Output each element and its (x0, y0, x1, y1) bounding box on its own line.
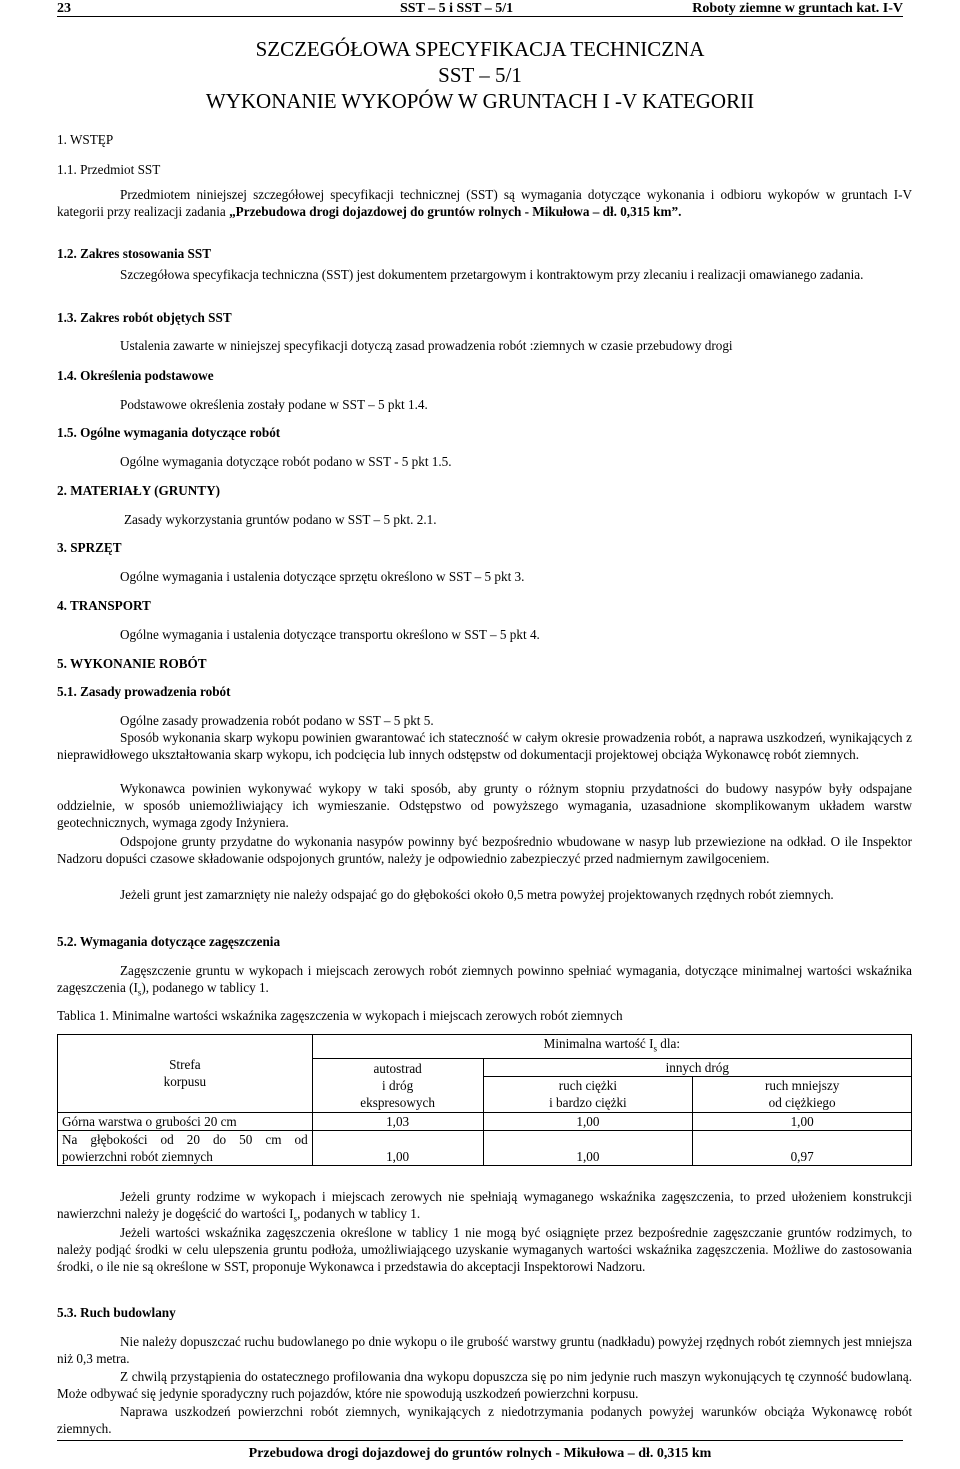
paragraph-5-1-3: Wykonawca powinien wykonywać wykopy w taki sposób, aby grunty o różnym stopniu przydatności do budowy nasypów były odspajane oddzielnie, w sposób uniemożliwiający ich wymieszanie. Odstępstwo od powyższego wymagania, uzasadnione skomplikowanym układem warstw geotechnicznych, wymaga zgody Inżyniera. (57, 781, 912, 830)
page-header (57, 0, 903, 17)
section-5-2-heading: 5.2. Wymagania dotyczące zagęszczenia (57, 934, 281, 949)
section-4-heading: 4. TRANSPORT (57, 598, 151, 613)
header-autostrad: autostrad i dróg ekspresowych (312, 1058, 483, 1112)
table-caption: Tablica 1. Minimalne wartości wskaźnika zagęszczenia w wykopach i miejscach zerowych robót ziemnych (57, 1008, 623, 1023)
header-ruch-ciezki: ruch ciężki i bardzo ciężki (483, 1076, 693, 1112)
section-1-1-heading: 1.1. Przedmiot SST (57, 162, 161, 177)
page-footer: Przebudowa drogi dojazdowej do gruntów rolnych - Mikułowa – dł. 0,315 km (57, 1440, 903, 1462)
paragraph-5-2-2: Jeżeli grunty rodzime w wykopach i miejscach zerowych nie spełniają wymaganego wskaźnika zagęszczenia, to przed ułożeniem konstrukcji nawierzchni należy je dogęścić do wartości $I_s$, podanych w tablicy 1. (57, 1189, 912, 1224)
section-5-3-heading: 5.3. Ruch budowlany (57, 1305, 176, 1320)
section-1-3-heading: 1.3. Zakres robót objętych SST (57, 310, 232, 325)
header-minimalna: Minimalna wartość $I_s$ dla: (312, 1035, 911, 1059)
title-line-1: SZCZEGÓŁOWA SPECYFIKACJA TECHNICZNA (255, 37, 705, 61)
title-line-2: SST – 5/1 (438, 63, 522, 87)
section-2-heading: 2. MATERIAŁY (GRUNTY) (57, 483, 221, 498)
paragraph-1-5: Ogólne wymagania dotyczące robót podano w SST - 5 pkt 1.5. (120, 454, 452, 469)
table-row: Na głębokości od 20 do 50 cm od powierzchni robót ziemnych 1,00 1,00 0,97 (58, 1130, 912, 1165)
section-5-heading: 5. WYKONANIE ROBÓT (57, 656, 207, 671)
compaction-table (57, 1034, 912, 1166)
header-inne-drogi: innych dróg (483, 1058, 911, 1076)
paragraph-5-3-1: Nie należy dopuszczać ruchu budowlanego po dnie wykopu o ile grubość warstwy gruntu (nadkładu) powyżej rzędnych robót ziemnych jest mniejsza niż 0,3 metra. (57, 1334, 912, 1366)
paragraph-1-2: Szczegółowa specyfikacja techniczna (SST) jest dokumentem przetargowym i kontraktowym przy zlecaniu i realizacji omawianego zadania. (120, 267, 864, 282)
section-name: Roboty ziemne w gruntach kat. I-V (692, 1, 903, 16)
paragraph-1-4: Podstawowe określenia zostały podane w SST – 5 pkt 1.4. (120, 397, 428, 412)
section-1-5-heading: 1.5. Ogólne wymagania dotyczące robót (57, 425, 281, 440)
paragraph-2: Zasady wykorzystania gruntów podano w SST – 5 pkt. 2.1. (124, 512, 437, 527)
paragraph-5-1-1: Ogólne zasady prowadzenia robót podano w SST – 5 pkt 5. (120, 713, 434, 728)
paragraph-5-1-2: Sposób wykonania skarp wykopu powinien gwarantować ich stateczność w całym okresie prowadzenia robót, a naprawa uszkodzeń, wynikających z nieprawidłowego ukształtowania skarp wykopu, ich podcięcia lub innych odstępstw od dokumentacji projektowej obciąża Wykonawcę robót ziemnych. (57, 730, 912, 762)
paragraph-5-3-2: Z chwilą przystąpienia do ostatecznego profilowania dna wykopu dopuszcza się po nim jedynie ruch maszyn wykonujących tę czynność budowlaną. Może odbywać się jedynie sporadyczny ruch pojazdów, które nie spowodują uszkodzeń powierzchni korpusu. (57, 1369, 912, 1401)
title-line-3: WYKONANIE WYKOPÓW W GRUNTACH I -V KATEGORII (205, 89, 755, 113)
paragraph-3: Ogólne wymagania i ustalenia dotyczące sprzętu określono w SST – 5 pkt 3. (120, 569, 525, 584)
header-strefa: Strefa korpusu (58, 1035, 313, 1113)
paragraph-1-3: Ustalenia zawarte w niniejszej specyfikacji dotyczą zasad prowadzenia robót :ziemnych w czasie przebudowy drogi (120, 338, 733, 353)
paragraph-5-3-3: Naprawa uszkodzeń powierzchni robót ziemnych, wynikających z niedotrzymania podanych powyżej warunków obciąża Wykonawcę robót ziemnych. (57, 1404, 912, 1436)
paragraph-5-1-4: Odspojone grunty przydatne do wykonania nasypów powinny być bezpośrednio wbudowane w nasyp lub przewiezione na odkład. O ile Inspektor Nadzoru dopuści czasowe składowanie odspojonych gruntów, należy je odpowiednio zabezpieczyć przed nadmiernym zawilgoceniem. (57, 834, 912, 866)
section-1-heading: 1. WSTĘP (57, 132, 114, 147)
paragraph-1-1: Przedmiotem niniejszej szczegółowej specyfikacji technicznej (SST) są wymagania dotyczące wykonania i odbioru wykopów w gruntach I-V kategorii przy realizacji zadania „Przebudowa drogi dojazdowej do gruntów rolnych - Mikułowa – dł. 0,315 km”. (57, 187, 912, 219)
paragraph-5-2-3: Jeżeli wartości wskaźnika zagęszczenia określone w tablicy 1 nie mogą być osiągnięte przez bezpośrednie zagęszczanie gruntów rodzimych, to należy podjąć środki w celu ulepszenia gruntu podłoża, umożliwiającego uzyskanie wymaganych wartości wskaźnika zagęszczenia. Możliwe do zastosowania środki, o ile nie są określone w SST, proponuje Wykonawca i przedstawia do akceptacji Inspektorowi Nadzoru. (57, 1225, 912, 1274)
paragraph-5-1-5: Jeżeli grunt jest zamarznięty nie należy odspajać go do głębokości około 0,5 metra powyżej projektowanych rzędnych robót ziemnych. (120, 887, 834, 902)
paragraph-4: Ogólne wymagania i ustalenia dotyczące transportu określono w SST – 5 pkt 4. (120, 627, 540, 642)
page-number: 23 (57, 1, 71, 16)
header-ruch-mniejszy: ruch mniejszy od ciężkiego (693, 1076, 912, 1112)
section-3-heading: 3. SPRZĘT (57, 540, 122, 555)
section-5-1-heading: 5.1. Zasady prowadzenia robót (57, 684, 231, 699)
table-row: Górna warstwa o grubości 20 cm 1,03 1,00 1,00 (58, 1112, 912, 1130)
spec-code: SST – 5 i SST – 5/1 (400, 1, 514, 16)
section-1-2-heading: 1.2. Zakres stosowania SST (57, 246, 212, 261)
section-1-4-heading: 1.4. Określenia podstawowe (57, 368, 214, 383)
paragraph-5-2-1: Zagęszczenie gruntu w wykopach i miejscach zerowych robót ziemnych powinno spełniać wymagania, dotyczące minimalnej wartości wskaźnika zagęszczenia $(I_s)$, podanego w tablicy 1. (57, 963, 912, 998)
